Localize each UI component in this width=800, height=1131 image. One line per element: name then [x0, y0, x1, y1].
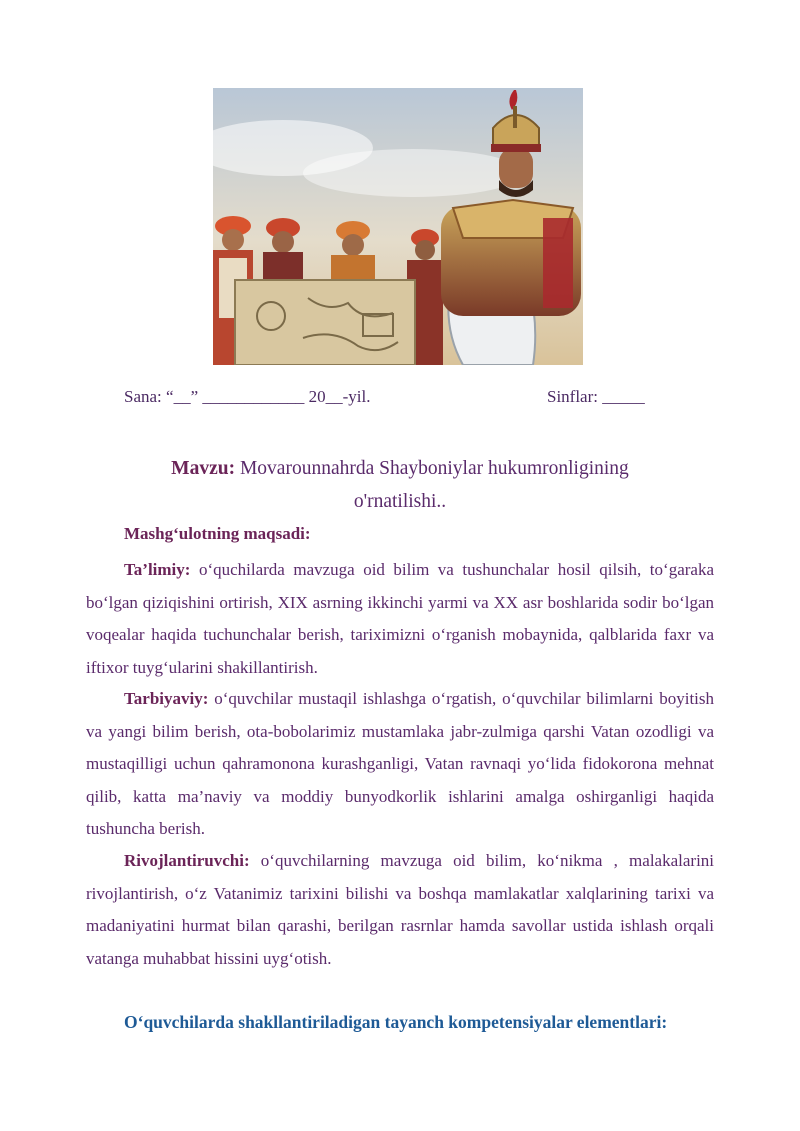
tarbiyaviy-label: Tarbiyaviy: [124, 689, 209, 708]
historical-illustration [213, 88, 583, 365]
title-label: Mavzu: [171, 458, 236, 479]
date-field: Sana: “__” ____________ 20__-yil. [124, 387, 371, 406]
illustration-artwork [213, 88, 583, 365]
competence-heading: O‘quvchilarda shakllantiriladigan tayanch kompetensiyalar elementlari: [124, 1012, 668, 1032]
rivojlantiruvchi-paragraph [86, 845, 714, 975]
rivojlantiruvchi-text: o‘quvchilarning mavzuga oid bilim, ko‘nikma , malakalarini rivojlantirish, o‘z Vatanimiz tarixini bilishi va boshqa mamlakatlar xalqlarining tarixi va madaniyatini hurmat bilan qarashi, berilgan rasrnlar hamda savollar ustida ishlash orqali vatanga muhabbat hissini uyg‘otish. [86, 851, 715, 968]
tarbiyaviy-paragraph [86, 683, 714, 846]
talimiy-paragraph [86, 554, 714, 684]
talimiy-label: Ta’limiy: [124, 560, 191, 579]
lesson-title [86, 452, 714, 518]
map-scroll [235, 280, 415, 365]
goals-heading: Mashg‘ulotning maqsadi: [124, 524, 311, 543]
talimiy-text: o‘quchilarda mavzuga oid bilim va tushunchalar hosil qilsih, to‘garaka bo‘lgan qiziqishini ortirish, XIX asrning ikkinchi yarmi va XX asr boshlarida sodir bo‘lgan voqealar haqida tuchunchalar berish, tariximizni o‘rganish mobaynida, qalblarida faxr va iftixor tuyg‘ularini shakillantirish. [86, 560, 714, 677]
classes-field: Sinflar: _____ [547, 387, 645, 406]
title-line-2: o'rnatilishi.. [353, 491, 447, 512]
title-text-1: Movarounnahrda Shayboniylar hukumronligining [239, 458, 629, 479]
date-classes-line [124, 387, 684, 407]
title-line-1 [86, 452, 714, 485]
rivojlantiruvchi-label: Rivojlantiruvchi: [124, 851, 250, 870]
tarbiyaviy-text: o‘quvchilar mustaqil ishlashga o‘rgatish, o‘quvchilar bilimlarni boyitish va yangi bilim berish, ota-bobolarimiz mustamlaka jabr-zulmiga qarshi Vatan ozodligi va mustaqilligi uchun qahramonona kurashganligi, Vatan ravnaqi yo‘lida fidokorona mehnat qilib, katta ma’naviy va moddiy bunyodkorlik ishlarini amalga oshirganligi haqida tushuncha berish. [86, 689, 715, 838]
